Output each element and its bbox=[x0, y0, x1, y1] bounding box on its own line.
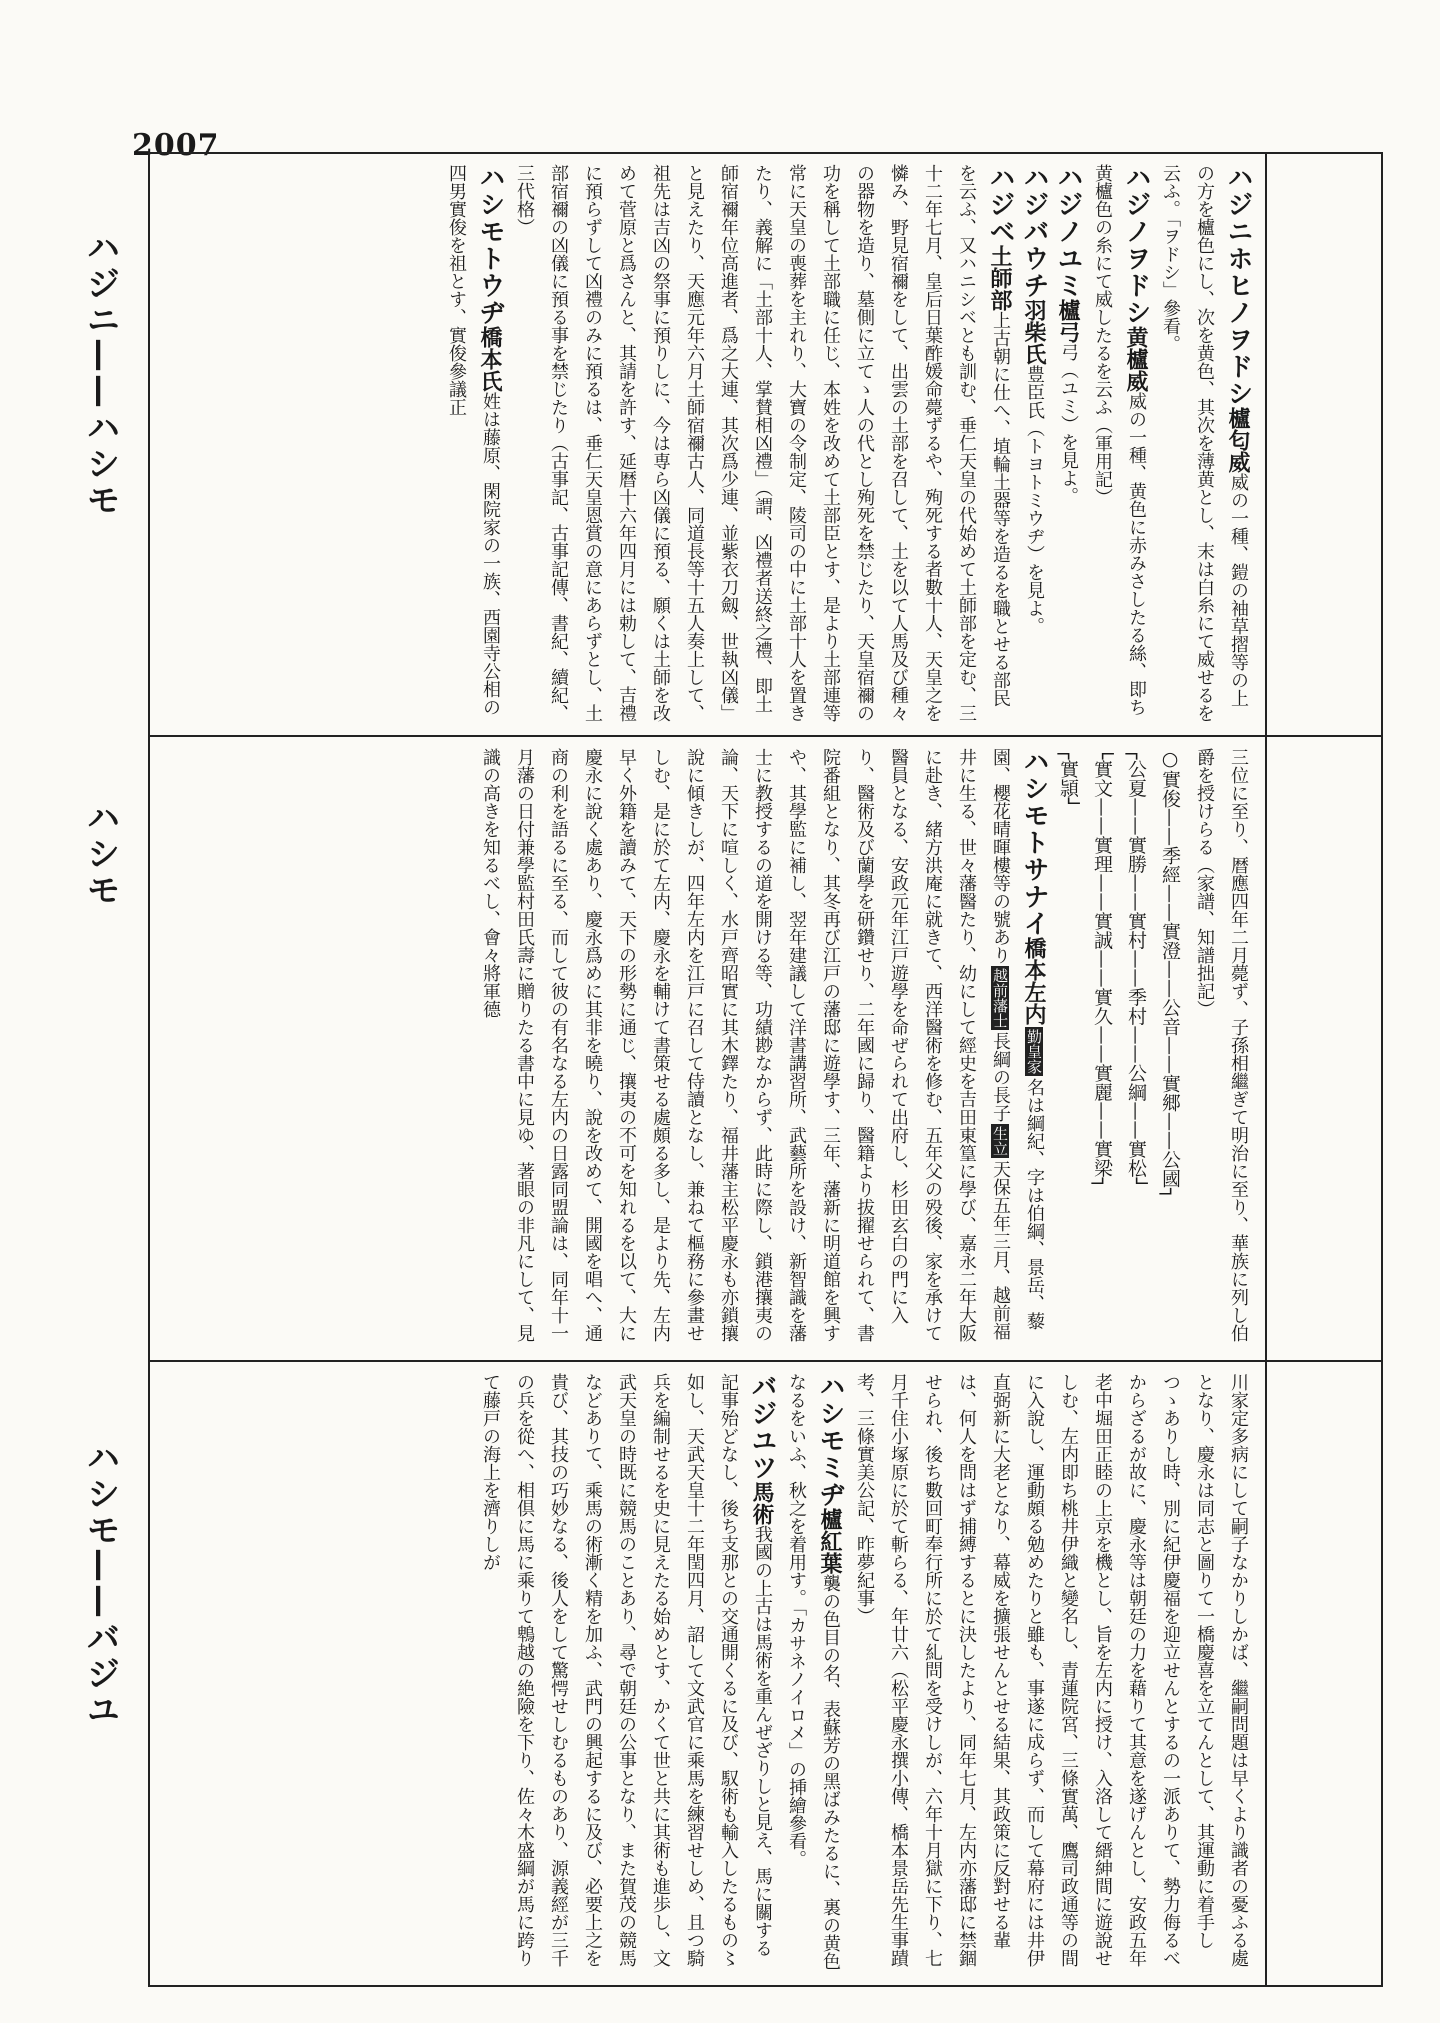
entry-name: 土師部 bbox=[987, 245, 1013, 311]
entry-name: 馬術 bbox=[749, 1481, 775, 1525]
dictionary-entry bbox=[439, 164, 507, 724]
dictionary-entry bbox=[779, 1373, 847, 1973]
genealogy-text: ┌實頴┘ bbox=[1057, 748, 1079, 809]
entry-text: 天保五年三月、越前福井に生る、世々藩醫たり、幼にして經史を吉田東篁に學び、嘉永二年大阪に赴き、緒方洪庵に就きて、西洋醫術を修む、五年父の殁後、家を承けて醫員となる、安政元年江戸遊學を命ぜられて出府し、杉田玄白の門に入り、醫術及び蘭學を研鑽せり、二年國に歸り、醫籍より拔擢せられて、書院番組となり、其冬再び江戸の藩邸に遊學す、三年、藩新に明道館を興すや、其學監に補し、翌年建議して洋書講習所、武藝所を設け、新智識を藩士に教授するの道を開ける等、功績尠なからず、此時に際し、鎖港攘夷の論、天下に喧しく、水戸齊昭實に其木鐸たり、福井藩主松平慶永も亦鎖攘說に傾きしが、四年左内を江戸に召して侍讀となし、兼ねて樞務に參畫せしむ、是に於て左内、慶永を輔けて書策せる處頗る多し、是より先、左内早く外籍を讀みて、天下の形勢に通じ、攘夷の不可を知れるを以て、大に慶永に說く處あり、慶永爲めに其非を曉り、說を改めて、開國を唱へ、通商の利を語るに至る、而して彼の有名なる左内の日露同盟論は、同年十一月藩の日付兼學監村田氏壽に贈りたる書中に見ゆ、著眼の非凡にして、見識の高きを知るべし、會々將軍德 bbox=[480, 748, 1011, 1342]
page-number: 2007 bbox=[132, 128, 220, 163]
guide-word-top: ハジニ——ハシモ bbox=[80, 230, 120, 518]
entry-tag: 越前藩士 bbox=[991, 968, 1009, 1028]
entry-text: 弓（ユミ）を見よ。 bbox=[1058, 343, 1079, 505]
entry-heading: ハシモトウヂ bbox=[475, 164, 505, 326]
entry-heading: ハジバウチ bbox=[1019, 164, 1049, 299]
dictionary-entry bbox=[1153, 164, 1255, 724]
continued-paragraph bbox=[847, 1373, 1255, 1973]
genealogy-text: └實文——實理——實誠——實久——實麗——實梁┐ bbox=[1091, 748, 1113, 1189]
entry-text: 長綱の長子 bbox=[990, 1032, 1011, 1122]
entry-name: 橋本氏 bbox=[477, 326, 503, 392]
entry-name: 黄櫨威 bbox=[1123, 326, 1149, 392]
rule-top-column bbox=[1265, 152, 1267, 736]
entry-heading: ハシモトサナイ bbox=[1019, 748, 1049, 937]
entry-name: 櫨紅葉 bbox=[817, 1508, 843, 1574]
rule-bottom-column bbox=[1265, 1361, 1267, 1987]
genealogy-line bbox=[1085, 748, 1119, 1348]
rule-mid-bottom bbox=[148, 1360, 1383, 1362]
genealogy-text: ○實俊——季經——實澄——公音——實郷——公國┐ bbox=[1159, 748, 1181, 1200]
dictionary-entry bbox=[507, 164, 1017, 724]
dictionary-entry bbox=[473, 748, 1051, 1348]
entry-heading: ハジニホヒノヲドシ bbox=[1223, 164, 1253, 407]
paragraph-text: 川家定多病にして嗣子なかりしかば、繼嗣問題は早くより識者の憂ふる處となり、慶永は同志と圖りて一橋慶喜を立てんとして、其運動に着手しつゝありし時、別に紀伊慶福を迎立せんとするの一派ありて、勢力侮るべからざるが故に、慶永等は朝廷の力を藉りて其意を遂げんとし、安政五年老中堀田正睦の上京を機とし、旨を左内に授け、入洛して縉紳間に遊說せしむ、左内即ち桃井伊織と變名し、青蓮院宮、三條實萬、鷹司政通等の間に入說し、運動頗る勉めたりと雖も、事遂に成らず、而して幕府には井伊直弼新に大老となり、幕威を擴張せんとせる結果、其政策に反對せる輩は、何人を問はず捕縛するとに決したより、同年七月、左内亦藩邸に禁錮せられ、後ち數回町奉行所に於て糺問を受けしが、六年十月獄に下り、七月千住小塚原に於て斬らる、年廿六（松平慶永撰小傳、橋本景岳先生事蹟考、三條實美公記、昨夢紀事） bbox=[854, 1373, 1249, 1967]
dictionary-entry bbox=[1051, 164, 1085, 724]
dictionary-entry bbox=[1017, 164, 1051, 724]
entry-tag: 勤皇家 bbox=[1025, 1029, 1043, 1074]
entry-text: 我國の上古は馬術を重んぜざりしと見え、馬に關する記事殆どなし、後ち支那との交通開くるに及び、馭術も輸入したるもの〻如し、天武天皇十二年閏四月、詔して文武官に乘馬を練習せしめ、且つ騎兵を編制せるを史に見えたる始めとす、かくて世と共に其術も進歩し、文武天皇の時既に競馬のことあり、尋で朝廷の公事となり、また賀茂の競馬などありて、乘馬の術漸く精を加ふ、武門の興起するに及び、必要上之を貴び、其技の巧妙なる、後人をして驚愕せしむるものあり、源義經が三千の兵を從へ、相倶に馬に乘りて鵯越の絶險を下り、佐々木盛綱が馬に跨りて藤戸の海上を濟りしが bbox=[480, 1373, 773, 1967]
entry-heading: ハジノヲドシ bbox=[1121, 164, 1151, 326]
guide-word-mid: ハシモ bbox=[80, 800, 120, 908]
guide-word-bottom: ハシモ——バジユ bbox=[80, 1440, 120, 1728]
entry-heading: ハジベ bbox=[985, 164, 1015, 245]
genealogy-line bbox=[1153, 748, 1187, 1348]
entry-name: 橋本左内 bbox=[1021, 937, 1047, 1025]
entry-name: 羽柴氏 bbox=[1021, 299, 1047, 365]
entry-text: 上古朝に仕へ、埴輪土器等を造るを職とせる部民を云ふ、又ハニシベとも訓む、垂仁天皇の代始めて土師部を定む、三十二年七月、皇后日葉酢媛命薨ずるや、殉死する者數十人、天皇之を憐み、野見宿禰をして、出雲の土部を召して、土を以て人馬及び種々の器物を造り、墓側に立てゝ人の代とし殉死を禁じたり、天皇宿禰の功を稱して土部職に任じ、本姓を改めて土部臣とす、是より土部連等常に天皇の喪葬を主れり、大寶の令制定、陵司の中に土部十人を置きたり、義解に「土部十人、掌賛相凶禮」（謂、凶禮者送終之禮、即土師宿禰年位高進者、爲之大連、其次爲少連、並紫衣刀劔、世執凶儀」と見えたり、天應元年六月土師宿禰古人、同道長等十五人奏上して、祖先は吉凶の祭事に預りしに、今は専ら凶儀に預る、願くは土師を改めて菅原と爲さんと、其請を許す、延暦十六年四月には勅して、吉禮に預らずして凶禮のみに預るは、垂仁天皇恩賞の意にあらずとし、土部宿禰の凶儀に預る事を禁じたり（古事記、古事記傳、書紀、續紀、三代格） bbox=[514, 164, 1011, 722]
entry-text: 威の一種、鎧の袖草摺等の上の方を櫨色にし、次を黄色、其次を薄黄とし、末は白糸にて威せるを云ふ。「ヲドシ」參看。 bbox=[1160, 164, 1249, 722]
entry-heading: バジユツ bbox=[747, 1373, 777, 1481]
entry-tag: 生立 bbox=[991, 1126, 1009, 1156]
entry-name: 櫨匂威 bbox=[1225, 407, 1251, 473]
entry-text: 姓は藤原、閑院家の一族、西園寺公相の四男實俊を祖とす、實俊參議正 bbox=[446, 164, 501, 716]
entry-heading: ハシモミヂ bbox=[815, 1373, 845, 1508]
entry-heading: ハジノユミ bbox=[1053, 164, 1083, 299]
continued-paragraph bbox=[1187, 748, 1255, 1348]
rule-top-mid bbox=[148, 735, 1383, 737]
entry-name: 櫨弓 bbox=[1055, 299, 1081, 343]
top-section bbox=[160, 164, 1255, 724]
rule-mid-column bbox=[1265, 736, 1267, 1361]
genealogy-line bbox=[1051, 748, 1085, 1348]
middle-section bbox=[160, 748, 1255, 1348]
genealogy-line bbox=[1119, 748, 1153, 1348]
paragraph-text: 三位に至り、暦應四年二月薨ず、子孫相繼ぎて明治に至り、華族に列し伯爵を授けらる（家譜、知譜拙記） bbox=[1194, 748, 1249, 1342]
entry-text: 豊臣氏（トヨトミウヂ）を見よ。 bbox=[1024, 365, 1045, 635]
genealogy-text: ┌公夏——實勝——實村——季村——公綱——實松┘ bbox=[1125, 748, 1147, 1189]
bottom-section bbox=[160, 1373, 1255, 1973]
entry-text: 襲の色目の名、表蘇芳の黑ばみたるに、裏の黄色なるをいふ、秋之を着用す。「カサネノイロメ」の挿繪參看。 bbox=[786, 1373, 841, 1970]
entry-text: 威の一種、黄色に赤みさしたる絲、即ち黄櫨色の糸にて威したるを云ふ（軍用記） bbox=[1092, 164, 1147, 716]
entry-text: 名は綱紀、字は伯綱、景岳、藜園、櫻花晴暉樓等の號あり bbox=[990, 748, 1045, 1330]
dictionary-entry bbox=[1085, 164, 1153, 724]
dictionary-entry bbox=[473, 1373, 779, 1973]
